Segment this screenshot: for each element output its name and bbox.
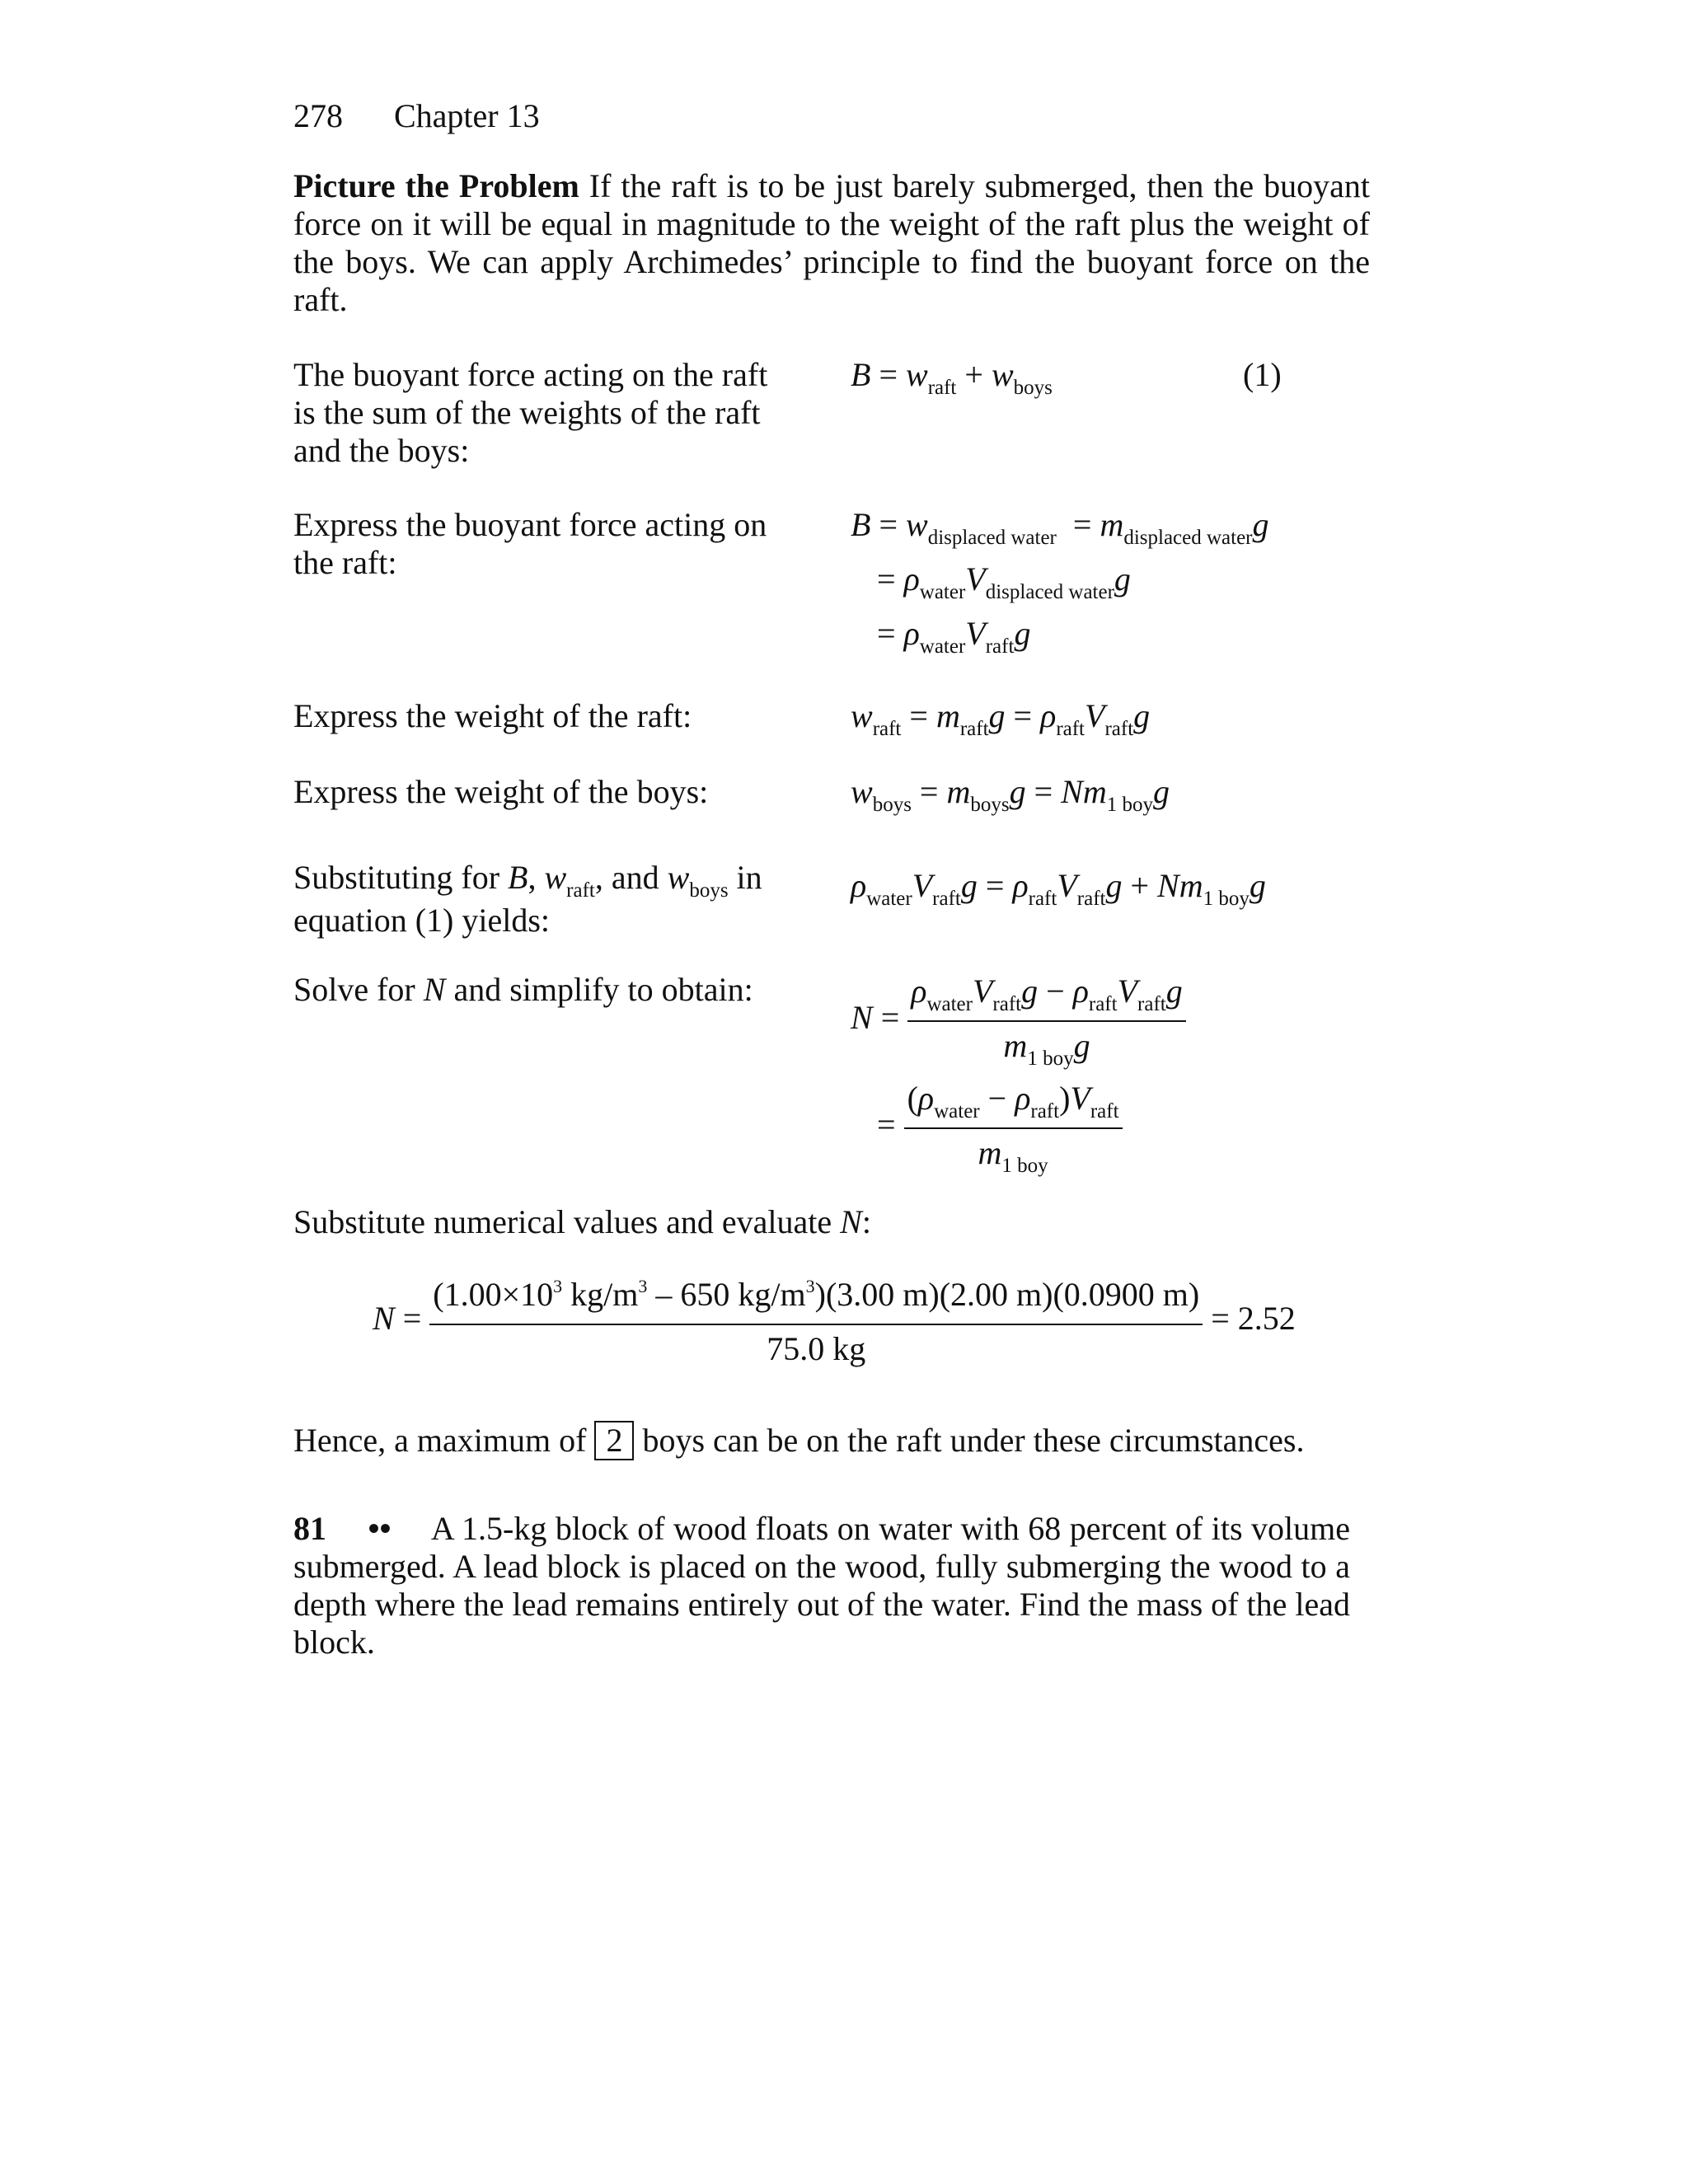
fraction-1: $\frac{\rho_{water}V_{raft}g - \rho_{raft}V_{raft}g}{m_{1 boy}g}$ (907, 972, 1185, 1070)
intro-text: If the raft is to be just barely submerged, then the buoyant force on it will be equal in magnitude to the weight of the raft plus the weight of the boys. We can apply Archimedes’ principle to find the buoyant force on the raft. (293, 167, 1371, 318)
step3-label: Express the weight of the raft: (293, 697, 692, 734)
step6-equation-line1: N = $\frac{\rho_{water}V_{raft}g - \rho_{raft}V_{raft}g}{m_{1 boy}g}$ (851, 972, 1186, 1070)
fraction-2: $\frac{(\rho_{water} - \rho_{raft})V_{raft}}{m_{1 boy}}$ (904, 1080, 1123, 1177)
step5-equation: $\rho_{water}V_{raft}g = \rho_{raft}V_{raft}g + Nm_{1 boy}g$ (851, 867, 1266, 910)
intro-paragraph (293, 167, 1370, 319)
conclusion: Hence, a maximum of 2 boys can be on the raft under these circumstances. (293, 1422, 1305, 1459)
problem-number: 81 (293, 1510, 326, 1547)
equation-number: (1) (1243, 356, 1282, 393)
step6-label: Solve for N and simplify to obtain: (293, 971, 753, 1008)
problem-81 (293, 1510, 1350, 1661)
step3-equation: $w_{raft} = m_{raft}g = \rho_{raft}V_{raft}g$ (851, 697, 1151, 740)
step6-equation-line2: = $\frac{(\rho_{water} - \rho_{raft})V_{raft}}{m_{1 boy}}$ (877, 1080, 1123, 1177)
numeric-fraction: $\frac{(1.00\times 10^3 kg/m^3 - 650 kg/m^3)(3.00 m)(2.00 m)(0.0900 m)}{75.0 kg}$ (429, 1276, 1203, 1368)
chapter-title: Chapter 13 (394, 97, 540, 134)
difficulty-dots: •• (368, 1510, 392, 1547)
problem-text: A 1.5-kg block of wood floats on water with 68 percent of its volume submerged. A lead block is placed on the wood, fully submerging the wood to a depth where the lead remains entirely out of the water. Find the mass of the lead block. (293, 1510, 1351, 1661)
step1-equation: $B = w_{raft} + w_{boys}$ (851, 356, 1053, 399)
step2-equation-line3: = $\rho_{water}V_{raft}g$ (877, 615, 1031, 658)
step5-label: Substituting for B, $w_{raft}$, and $w_{boys}$ in equation (1) yields: (293, 859, 762, 939)
step2-equation-line1: $B = w_{displaced water} = m_{displaced water}g$ (851, 506, 1269, 549)
step4-equation: $w_{boys} = m_{boys}g = Nm_{1 boy}g$ (851, 773, 1170, 816)
page-header (293, 97, 540, 135)
step2-label: Express the buoyant force acting on the raft: (293, 506, 767, 581)
page-number: 278 (293, 97, 343, 134)
step1-label: The buoyant force acting on the raft is the sum of the weights of the raft and the boys: (293, 356, 768, 469)
intro-lead: Picture the Problem (293, 167, 579, 204)
answer-box: 2 (594, 1421, 634, 1460)
step7-label: Substitute numerical values and evaluate N: (293, 1203, 871, 1240)
numeric-result: = 2.52 (1211, 1300, 1296, 1338)
step2-equation-line2: = $\rho_{water}V_{displaced water}g$ (877, 560, 1131, 603)
numeric-equation: N = $\frac{(1.00\times 10^3 kg/m^3 - 650 kg/m^3)(3.00 m)(2.00 m)(0.0900 m)}{75.0 kg}$ = 2.52 (373, 1276, 1296, 1367)
step4-label: Express the weight of the boys: (293, 773, 709, 810)
